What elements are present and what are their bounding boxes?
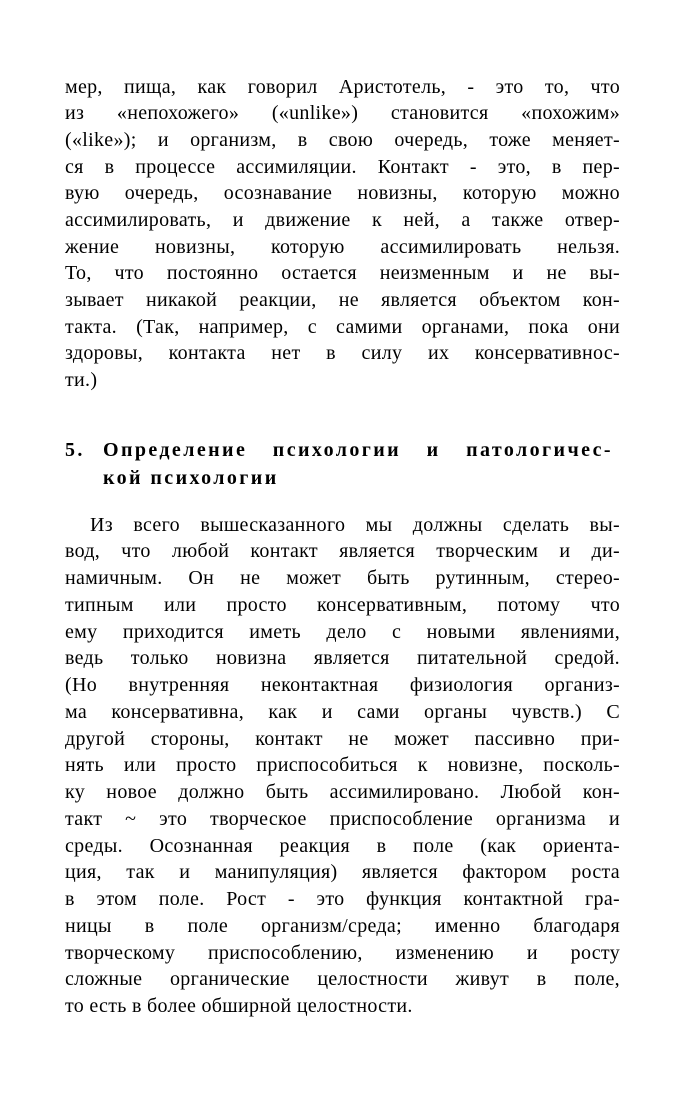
text-line: другой стороны, контакт не может пассивно при- bbox=[65, 728, 620, 750]
text-line: зывает никакой реакции, не является объектом кон- bbox=[65, 289, 620, 311]
text-line: жение новизны, которую ассимилировать нельзя. bbox=[65, 236, 620, 258]
text-line: такт ~ это творческое приспособление организма и bbox=[65, 808, 620, 830]
text-line: сложные органические целостности живут в поле, bbox=[65, 968, 620, 990]
text-line: мер, пища, как говорил Аристотель, - это то, что bbox=[65, 76, 620, 98]
text-line: (Но внутренняя неконтактная физиология организ- bbox=[65, 674, 620, 696]
text-line: ся в процессе ассимиляции. Контакт - это, в пер- bbox=[65, 156, 620, 178]
text-line: вую очередь, осознавание новизны, которую можно bbox=[65, 182, 620, 204]
text-line: («like»); и организм, в свою очередь, тоже меняет- bbox=[65, 129, 620, 151]
text-line: ведь только новизна является питательной средой. bbox=[65, 647, 620, 669]
text-line: здоровы, контакта нет в силу их консервативнос- bbox=[65, 342, 620, 364]
text-line: ку новое должно быть ассимилировано. Любой кон- bbox=[65, 781, 620, 803]
text-line: из «непохожего» («unlike») становится «похожим» bbox=[65, 102, 620, 124]
text-line: То, что постоянно остается неизменным и не вы- bbox=[65, 262, 620, 284]
section-number: 5. bbox=[65, 439, 85, 461]
text-line: в этом поле. Рост - это функция контактной гра- bbox=[65, 888, 620, 910]
text-line: то есть в более обширной целостности. bbox=[65, 995, 413, 1017]
text-line: нять или просто приспособиться к новизне, посколь- bbox=[65, 754, 620, 776]
text-line: вод, что любой контакт является творческим и ди- bbox=[65, 540, 620, 562]
text-line: ассимилировать, и движение к ней, а также отвер- bbox=[65, 209, 620, 231]
section-title-line-1: Определение психологии и патологичес- bbox=[103, 439, 613, 461]
text-line: ция, так и манипуляция) является фактором роста bbox=[65, 861, 620, 883]
text-line: намичным. Он не может быть рутинным, стерео- bbox=[65, 567, 620, 589]
text-line: Из всего вышесказанного мы должны сделать вы- bbox=[90, 514, 620, 536]
text-line: творческому приспособлению, изменению и росту bbox=[65, 942, 620, 964]
text-line: типным или просто консервативным, потому что bbox=[65, 594, 620, 616]
text-line: ницы в поле организм/среда; именно благодаря bbox=[65, 915, 620, 937]
text-line: среды. Осознанная реакция в поле (как ориента- bbox=[65, 835, 620, 857]
text-line: ти.) bbox=[65, 369, 98, 391]
text-line: такта. (Так, например, с самими органами, пока они bbox=[65, 316, 620, 338]
section-title-line-2: кой психологии bbox=[103, 467, 279, 489]
text-line: ма консервативна, как и сами органы чувств.) С bbox=[65, 701, 620, 723]
text-line: ему приходится иметь дело с новыми явлениями, bbox=[65, 621, 620, 643]
